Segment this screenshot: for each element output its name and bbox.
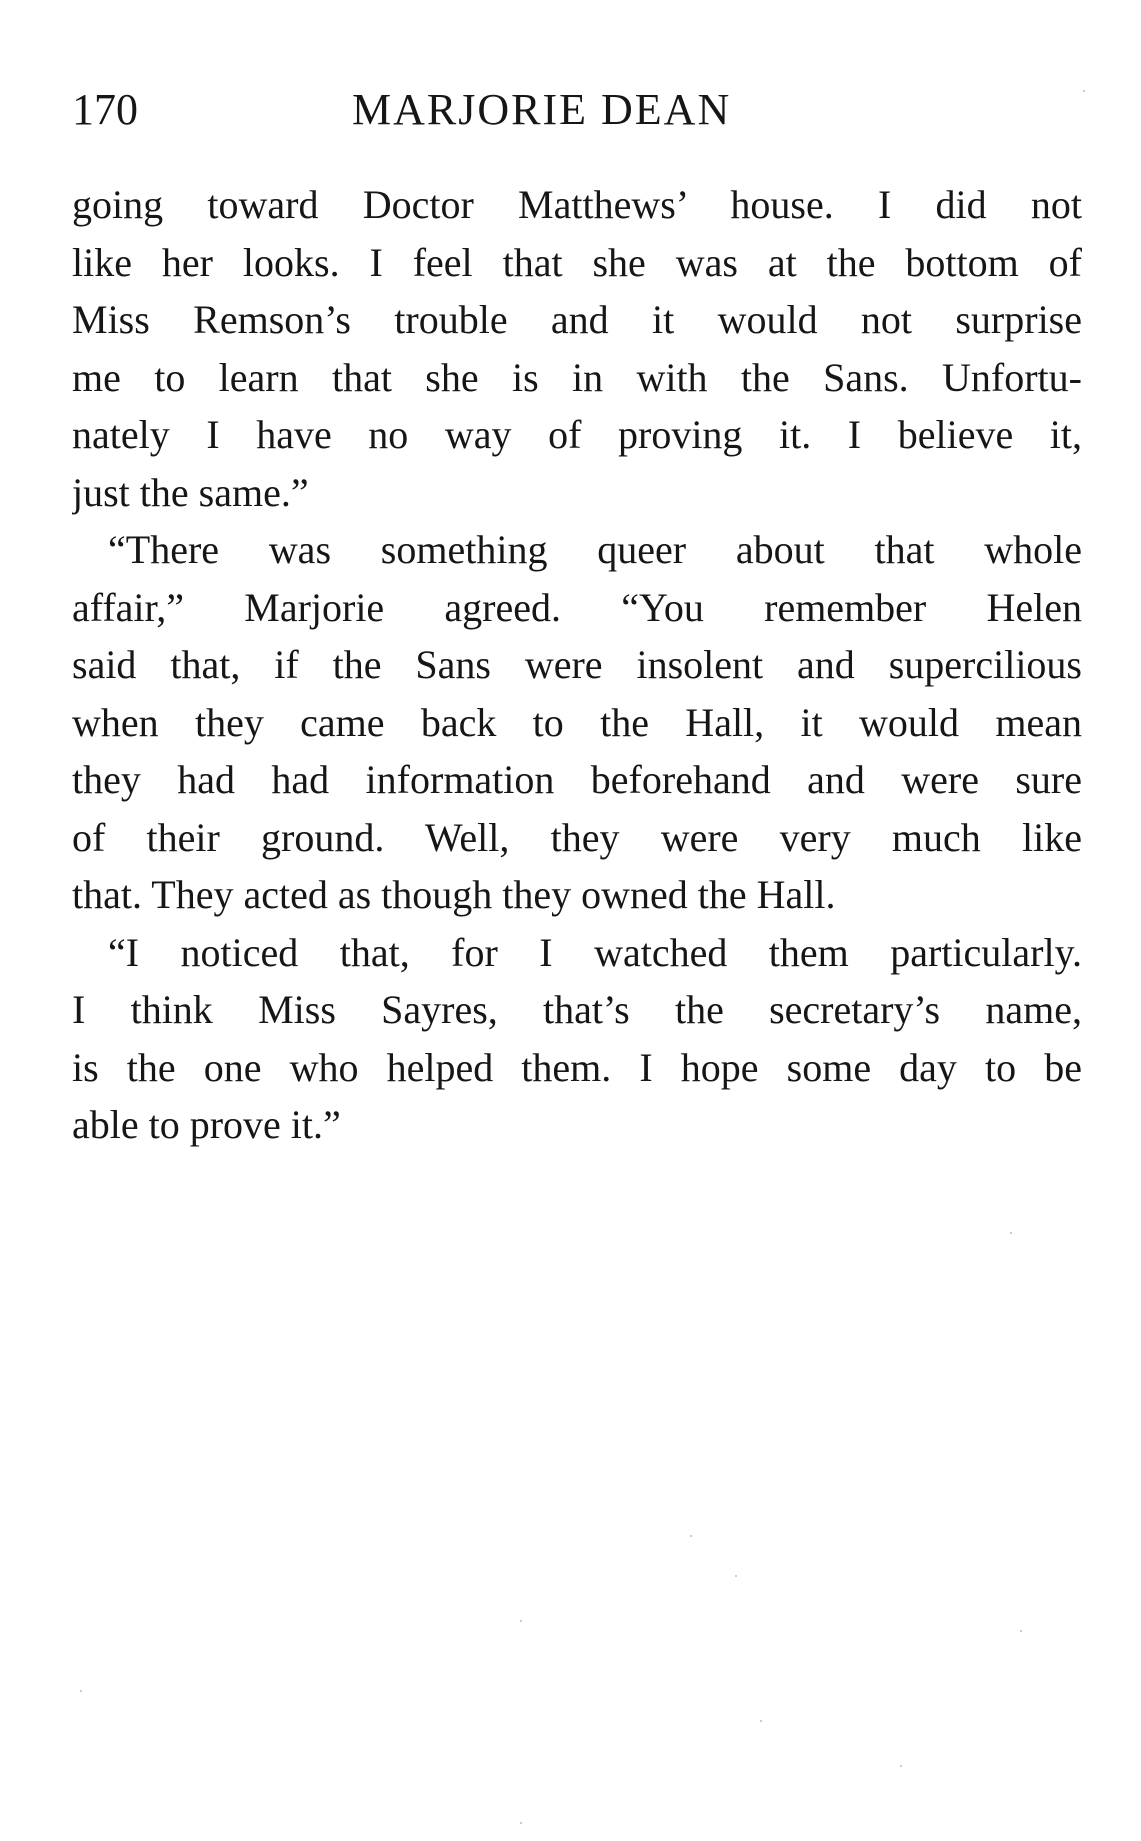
text-line: said that, if the Sans were insolent and supercilious <box>72 642 1082 687</box>
scan-speck <box>520 1620 522 1622</box>
scan-speck <box>1083 90 1085 92</box>
scan-speck <box>735 1575 737 1577</box>
scan-speck <box>900 1765 902 1767</box>
text-line: they had had information beforehand and were sure <box>72 757 1082 802</box>
text-line: “I noticed that, for I watched them particularly. <box>108 929 1082 975</box>
scan-speck <box>1010 1232 1012 1234</box>
scan-speck <box>80 1690 82 1692</box>
page-number: 170 <box>72 85 138 134</box>
scan-speck <box>520 1822 522 1824</box>
text-line: nately I have no way of proving it. I believe it, <box>72 412 1082 457</box>
text-line: “There was something queer about that whole <box>108 527 1082 572</box>
text-line: going toward Doctor Matthews’ house. I did not <box>72 182 1082 227</box>
text-line: Miss Remson’s trouble and it would not surprise <box>72 297 1082 342</box>
text-line: me to learn that she is in with the Sans. Unfortu- <box>72 354 1082 400</box>
text-line: able to prove it.” <box>72 1102 341 1147</box>
scan-speck <box>690 1535 692 1537</box>
scan-speck <box>760 1720 762 1722</box>
text-line: is the one who helped them. I hope some day to be <box>72 1044 1082 1090</box>
scan-speck <box>1020 1630 1022 1632</box>
text-line: just the same.” <box>72 469 309 515</box>
book-title: MARJORIE DEAN <box>352 85 732 134</box>
text-line: that. They acted as though they owned the Hall. <box>72 872 836 917</box>
text-line: when they came back to the Hall, it would mean <box>72 699 1082 745</box>
running-head <box>72 82 1092 138</box>
text-line: of their ground. Well, they were very much like <box>72 814 1082 860</box>
text-line: affair,” Marjorie agreed. “You remember Helen <box>72 584 1082 630</box>
text-line: like her looks. I feel that she was at the bottom of <box>72 239 1082 285</box>
body-text <box>72 176 1082 1154</box>
text-line: I think Miss Sayres, that’s the secretary’s name, <box>72 987 1082 1032</box>
